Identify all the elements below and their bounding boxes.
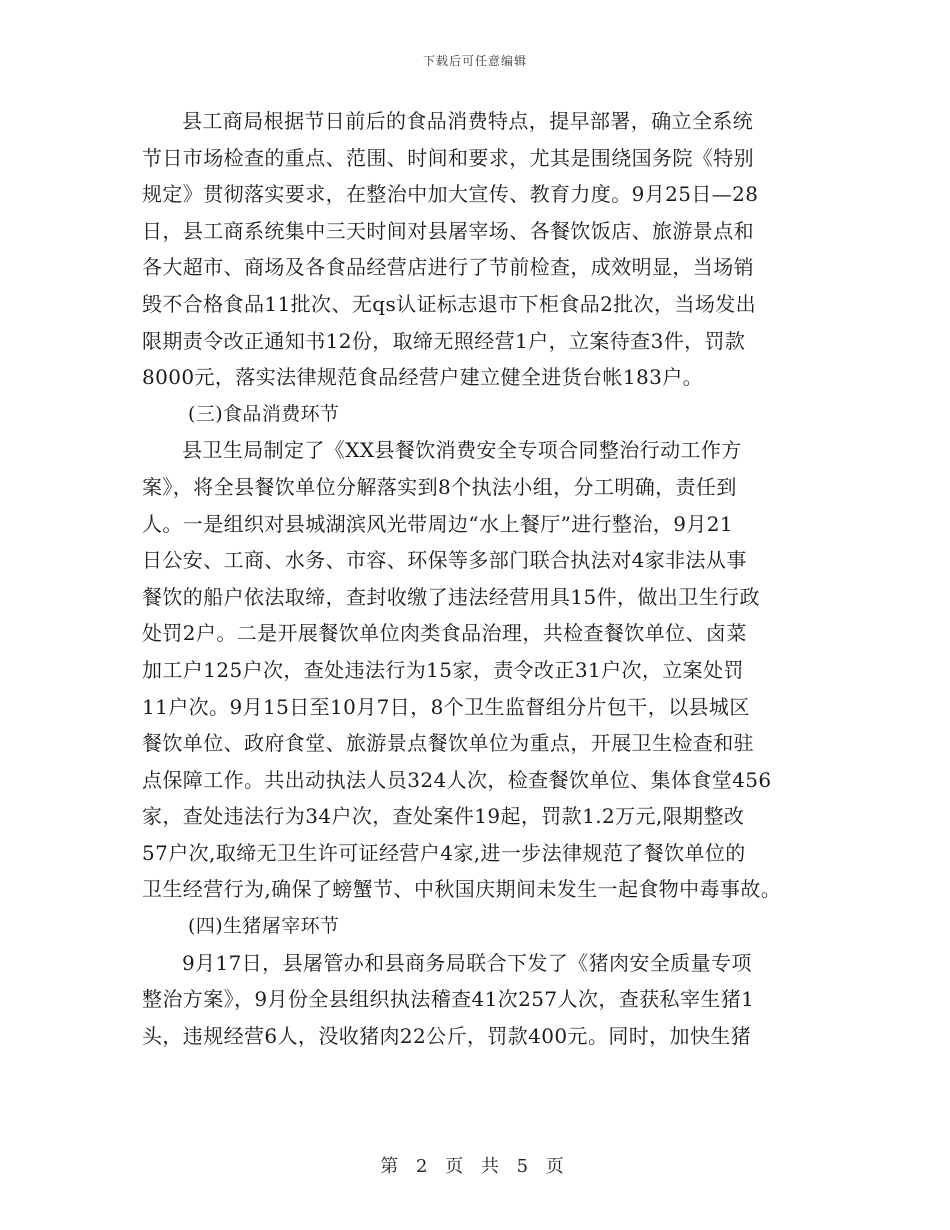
paragraph-line: 点保障工作。共出动执法人员324人次，检查餐饮单位、集体食堂456 bbox=[142, 767, 772, 792]
paragraph-line: 日公安、工商、水务、市容、环保等多部门联合执法对4家非法从事 bbox=[142, 548, 747, 573]
paragraph-line: 县工商局根据节日前后的食品消费特点，提早部署，确立全系统 bbox=[182, 109, 754, 133]
paragraph-line: 整治方案》，9月份全县组织执法稽查41次257人次，查获私宰生猪1 bbox=[142, 987, 755, 1012]
paragraph-line: 9月17日，县屠管办和县商务局联合下发了《猪肉安全质量专项 bbox=[182, 950, 752, 975]
paragraph-line: 节日市场检查的重点、范围、时间和要求，尤其是围绕国务院《特别 bbox=[142, 145, 754, 170]
paragraph-line: 人。一是组织对县城湖滨风光带周边“水上餐厅”进行整治，9月21 bbox=[142, 511, 734, 536]
paragraph-line: 57户次,取缔无卫生许可证经营户4家,进一步法律规范了餐饮单位的 bbox=[142, 840, 746, 865]
paragraph-line: 处罚2户。二是开展餐饮单位肉类食品治理，共检查餐饮单位、卤菜 bbox=[142, 621, 747, 646]
paragraph-line: 各大超市、商场及各食品经营店进行了节前检查，成效明显，当场销 bbox=[142, 255, 754, 280]
paragraph-line: 日，县工商系统集中三天时间对县屠宰场、各餐饮饭店、旅游景点和 bbox=[142, 218, 754, 243]
paragraph-line: 餐饮单位、政府食堂、旅游景点餐饮单位为重点，开展卫生检查和驻 bbox=[142, 731, 754, 756]
paragraph-line: 餐饮的船户依法取缔，查封收缴了违法经营用具15件，做出卫生行政 bbox=[142, 584, 760, 609]
paragraph-line: 家，查处违法行为34户次，查处案件19起，罚款1.2万元,限期整改 bbox=[142, 804, 745, 829]
page-number: 第 2 页 共 5 页 bbox=[380, 1156, 570, 1177]
paragraph-line: 毁不合格食品11批次、无qs认证标志退市下柜食品2批次，当场发出 bbox=[142, 291, 757, 316]
paragraph-line: 卫生经营行为,确保了螃蟹节、中秋国庆期间未发生一起食物中毒事故。 bbox=[142, 877, 782, 902]
section-heading: (四)生猪屠宰环节 bbox=[188, 915, 340, 938]
page-header-note: 下载后可任意编辑 bbox=[422, 54, 527, 68]
paragraph-line: 案》，将全县餐饮单位分解落实到8个执法小组，分工明确，责任到 bbox=[142, 474, 737, 499]
document-body bbox=[142, 103, 822, 1054]
paragraph-line: 限期责令改正通知书12份，取缔无照经营1户，立案待查3件，罚款 bbox=[142, 328, 746, 353]
section-heading: (三)食品消费环节 bbox=[188, 402, 340, 425]
paragraph-line: 规定》贯彻落实要求，在整治中加大宣传、教育力度。9月25日—28 bbox=[142, 182, 759, 207]
paragraph-line: 11户次。9月15日至10月7日，8个卫生监督组分片包干，以县城区 bbox=[142, 694, 750, 719]
paragraph-line: 加工户125户次，查处违法行为15家，责令改正31户次，立案处罚 bbox=[142, 657, 744, 682]
paragraph-line: 头，违规经营6人，没收猪肉22公斤，罚款400元。同时，加快生猪 bbox=[142, 1023, 752, 1048]
paragraph-line: 县卫生局制定了《XX县餐饮消费安全专项合同整治行动工作方 bbox=[182, 438, 742, 463]
paragraph-line: 8000元，落实法律规范食品经营户建立健全进货台帐183户。 bbox=[142, 365, 704, 390]
